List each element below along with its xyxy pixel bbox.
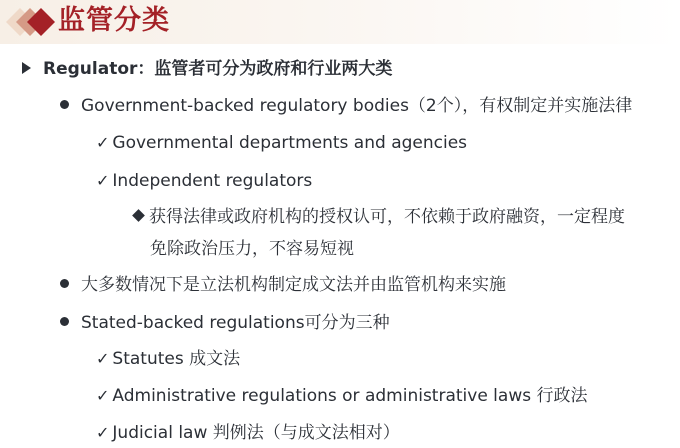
dot-bullet-icon: [60, 317, 69, 326]
check-line-statutes: [96, 347, 240, 371]
title-bar: [0, 0, 680, 44]
dot-bullet-icon: [60, 100, 69, 109]
check-line-judicial: [96, 421, 400, 445]
check-icon: ✓: [96, 386, 110, 405]
check-line-administrative: [96, 384, 588, 408]
check-icon: ✓: [96, 423, 110, 442]
governmental-departments-text: Governmental departments and agencies: [112, 133, 468, 153]
judicial-text: Judicial law 判例法（与成文法相对）: [112, 423, 400, 443]
check-line-governmental-departments: [96, 131, 467, 155]
check-line-independent-regulators: [96, 169, 312, 193]
diamond-bullet-icon: [132, 209, 145, 222]
bullet-line-government-backed: [60, 94, 632, 118]
regulator-term: Regulator: [43, 59, 138, 79]
authorization-continuation: 免除政治压力，不容易短视: [150, 239, 354, 259]
bullet-line-regulator: [22, 57, 392, 81]
diamonds-icon: [6, 6, 58, 38]
diamond-line-authorization: [134, 205, 625, 229]
administrative-text: Administrative regulations or administrative laws 行政法: [112, 386, 588, 406]
independent-regulators-text: Independent regulators: [112, 171, 313, 191]
government-backed-text: Government-backed regulatory bodies（2个），有权制定并实施法律: [81, 96, 633, 116]
regulator-description: ：监管者可分为政府和行业两大类: [137, 59, 393, 79]
bullet-line-stated-backed: [60, 311, 390, 335]
slide-title: 监管分类: [58, 5, 170, 36]
arrow-bullet-icon: [22, 62, 31, 74]
authorization-text: 获得法律或政府机构的授权认可，不依赖于政府融资，一定程度: [149, 207, 625, 227]
dot-bullet-icon: [60, 279, 69, 288]
bullet-line-legislature: [60, 273, 506, 297]
check-icon: ✓: [96, 171, 110, 190]
check-icon: ✓: [96, 133, 110, 152]
check-icon: ✓: [96, 349, 110, 368]
stated-backed-text: Stated-backed regulations可分为三种: [81, 313, 390, 333]
legislature-text: 大多数情况下是立法机构制定成文法并由监管机构来实施: [81, 275, 506, 295]
statutes-text: Statutes 成文法: [112, 349, 241, 369]
